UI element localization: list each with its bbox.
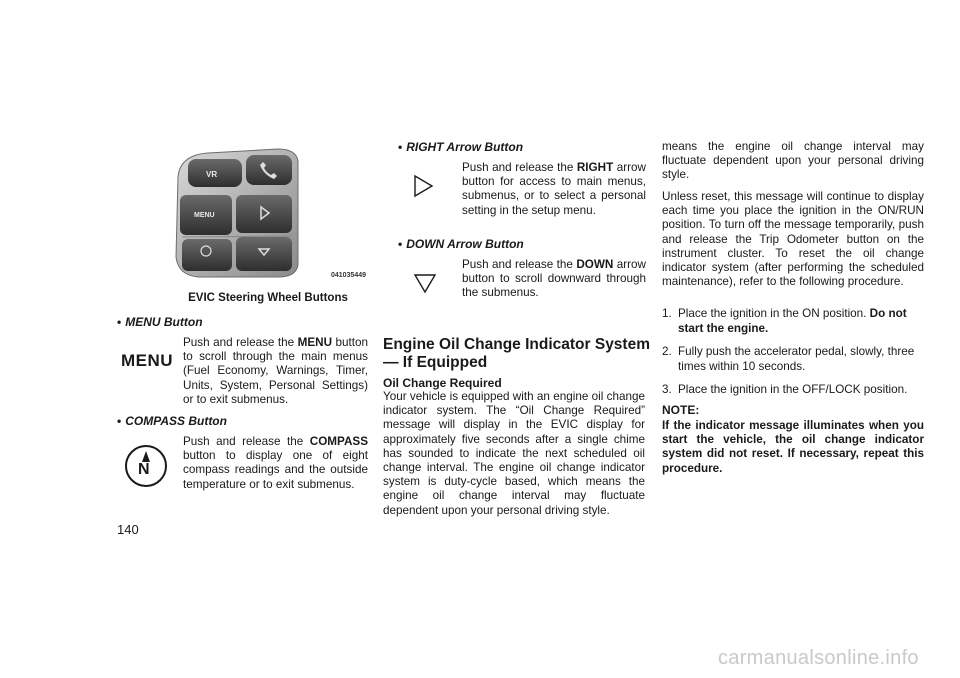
oil-change-subheading: Oil Change Required: [383, 376, 502, 390]
menu-button-label: MENU: [194, 212, 215, 219]
reset-step: 1. Place the ignition in the ON position. Do not start the engine.: [662, 307, 907, 335]
down-arrow-icon: [412, 270, 438, 296]
right-arrow-heading: • RIGHT Arrow Button: [398, 140, 524, 154]
compass-button-description: Push and release the COMPASS button to display one of eight compass readings and the outside temperature or to exit submenus.: [183, 435, 368, 491]
note-label: NOTE:: [662, 403, 700, 417]
vr-button-label: VR: [206, 170, 218, 179]
down-arrow-heading: • DOWN Arrow Button: [398, 237, 524, 251]
down-arrow-description: Push and release the DOWN arrow button to scroll downward through the submenus.: [462, 258, 646, 300]
figure-caption: EVIC Steering Wheel Buttons: [188, 292, 348, 304]
oil-change-paragraph-1a: Your vehicle is equipped with an engine oil change indicator system. The “Oil Change Required” message will display in the EVIC display for approximately five seconds after a single chime has sounded to indicate the next scheduled oil change interval. The engine oil change indicator system is duty-cycle based, which means the engine oil change interval may fluctuate dependent upon your personal driving style.: [383, 390, 645, 517]
oil-change-paragraph-2: Unless reset, this message will continue to display each time you place the ignition in the ON/RUN position. To turn off the message temporarily, push and release the Trip Odometer button on the instrument cluster. To reset the oil change indicator system (after performing the scheduled maintenance), refer to the following procedure.: [662, 190, 924, 289]
menu-button-heading: • MENU Button: [117, 315, 203, 329]
site-watermark: carmanualsonline.info: [718, 647, 919, 669]
oil-change-paragraph-1b: means the engine oil change interval may fluctuate dependent upon your personal driving style.: [662, 140, 924, 182]
compass-button-heading: • COMPASS Button: [117, 414, 227, 428]
right-arrow-description: Push and release the RIGHT arrow button for access to main menus, submenus, or to select a personal setting in the setup menu.: [462, 161, 646, 217]
page-number: 140: [117, 522, 139, 537]
compass-icon-letter: N: [138, 461, 150, 478]
note-text: If the indicator message illuminates when you start the vehicle, the oil change indicator system did not reset. If necessary, repeat this procedure.: [662, 419, 924, 475]
section-heading: Engine Oil Change Indicator System — If Equipped: [383, 336, 650, 371]
right-arrow-icon: [410, 173, 436, 199]
reset-step: 3. Place the ignition in the OFF/LOCK position.: [662, 383, 908, 396]
menu-button-description: Push and release the MENU button to scroll through the main menus (Fuel Economy, Warnings, Timer, Units, System, Personal Settings) or to exit submenus.: [183, 336, 368, 406]
figure-code: 041035449: [331, 272, 367, 279]
reset-step: 2. Fully push the accelerator pedal, slowly, three times within 10 seconds.: [662, 345, 915, 373]
reset-steps-list: [662, 306, 924, 397]
menu-icon: MENU: [120, 351, 174, 370]
